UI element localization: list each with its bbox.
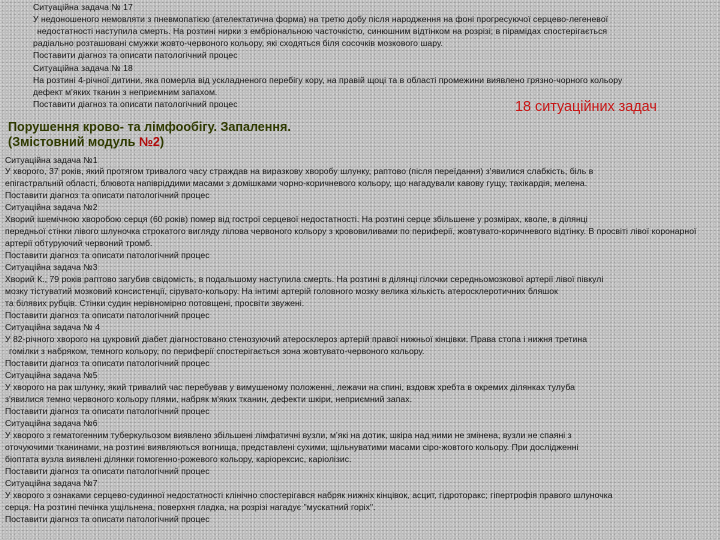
task-4-text: гомілки з набряком, темного кольору, по периферії спостерігається зона жовтувато-червоного кольору. bbox=[9, 346, 425, 356]
module-number: №2 bbox=[138, 135, 160, 149]
task-1-heading: Ситуаційна задача №1 bbox=[5, 155, 98, 165]
task-5-text: У хворого на рак шлунку, який тривалий час перебував у вимушеному положенні, лежачи на спині, вздовж хребта в окремих ділянках тулуба bbox=[5, 382, 575, 392]
task-7-text: серця. На розтині печінка ущільнена, поверхня гладка, на розрізі нагадує "мускатний горіх". bbox=[5, 502, 376, 512]
task-2-text: передньої стінки лівого шлуночка строкатого вигляду лілова червоного кольору з крововиливами по периферії, жовтувато-коричневого відтінку. В просвіті лівої коронарної bbox=[5, 226, 697, 236]
task-2-heading: Ситуаційна задача №2 bbox=[5, 202, 98, 212]
task-3-heading: Ситуаційна задача №3 bbox=[5, 262, 98, 272]
task-1-text: епігастральній області, блювота напівріддими масами з домішками чорно-коричневого кольору, що нагадували кавову гущу, тахікардія, мелена. bbox=[5, 178, 588, 188]
task-2-text: Хворий ішемічною хворобою серця (60 років) помер від гострої серцевої недостатності. На розтині серце збільшене у розмірах, кволе, в ділянці bbox=[5, 214, 588, 224]
task-4-heading: Ситуаційна задача № 4 bbox=[5, 322, 100, 332]
section-subtitle bbox=[8, 135, 164, 149]
task-18-text: На розтині 4-річної дитини, яка померла від ускладненого перебігу кору, на правій щоці та в області промежини виявлено грязно-чорного кольору bbox=[33, 75, 623, 85]
task-18-instruction: Поставити діагноз та описати патологічний процес bbox=[33, 99, 238, 109]
task-2-instruction: Поставити діагноз та описати патологічний процес bbox=[5, 250, 210, 260]
task-6-instruction: Поставити діагноз та описати патологічний процес bbox=[5, 466, 210, 476]
task-4-instruction: Поставити діагноз та описати патологічний процес bbox=[5, 358, 210, 368]
task-17-instruction: Поставити діагноз та описати патологічний процес bbox=[33, 50, 238, 60]
task-3-text: Хворий К., 79 років раптово загубив свідомість, в подальшому наступила смерть. На розтині в ділянці гілочки середньомозкової артерії лівої півкулі bbox=[5, 274, 604, 284]
task-5-instruction: Поставити діагноз та описати патологічний процес bbox=[5, 406, 210, 416]
task-1-text: У хворого, 37 років, який протягом тривалого часу страждав на виразкову хворобу шлунку, раптово (після переїдання) з'явилися слабкість, біль в bbox=[5, 166, 594, 176]
task-5-text: з'явилися темно червоного кольору плями, набряк м'яких тканин, дефекти шкіри, неприємний запах. bbox=[5, 394, 413, 404]
task-6-heading: Ситуаційна задача №6 bbox=[5, 418, 98, 428]
task-3-instruction: Поставити діагноз та описати патологічний процес bbox=[5, 310, 210, 320]
section-title: Порушення крово- та лімфообігу. Запалення. bbox=[8, 120, 291, 134]
task-7-text: У хворого з ознаками серцево-судинної недостатності клінічно спостерігався набряк нижніх кінцівок, асцит, гідроторакс; гіпертрофія правого шлуночка bbox=[5, 490, 613, 500]
task-1-instruction: Поставити діагноз та описати патологічний процес bbox=[5, 190, 210, 200]
task-7-heading: Ситуаційна задача №7 bbox=[5, 478, 98, 488]
task-17-heading: Ситуаційна задача № 17 bbox=[33, 2, 133, 12]
task-7-instruction: Поставити діагноз та описати патологічний процес bbox=[5, 514, 210, 524]
task-3-text: та білявих рубців. Стінки судин нерівномірно потовщені, просвіти звужені. bbox=[5, 298, 305, 308]
task-6-text: оточуючими тканинами, на розтині виявляються вогнища, представлені сухими, щільнуватими масами сіро-жовтого кольору. При дослідженні bbox=[5, 442, 579, 452]
task-5-heading: Ситуаційна задача №5 bbox=[5, 370, 98, 380]
task-6-text: біоптата вузла виявлені ділянки гомогенно-рожевого кольору, каріорексис, каріолізис. bbox=[5, 454, 352, 464]
task-17-text: У недоношеного немовляти з пневмопатією (ателектатична форма) на третю добу після народження на фоні прогресуючої серцево-легеневої bbox=[33, 14, 609, 24]
task-4-text: У 82-річного хворого на цукровий діабет діагностовано стенозуючий атеросклероз артерій правої нижньої кінцівки. Права стопа і нижня третина bbox=[5, 334, 588, 344]
subtitle-suffix: ) bbox=[159, 135, 165, 149]
task-count-label: 18 ситуаційних задач bbox=[515, 99, 657, 115]
subtitle-prefix: (Змістовний модуль bbox=[8, 135, 139, 149]
task-17-text: радіально розташовані смужки жовто-червоного кольору, які сходяться біля сосочків мозкового шару. bbox=[33, 38, 443, 48]
task-17-text: недостатності наступила смерть. На розтині нирки з ембріональною часточкістю, синюшним відтінком на розрізі; в пірамідах спостерігається bbox=[37, 26, 608, 36]
task-2-text: артерії обтуруючий червоний тромб. bbox=[5, 238, 153, 248]
task-3-text: мозку тістуватий мозковий консистенції, сірувато-кольору. На інтимі артерій головного мозку велика кількість атеросклеротичних бляшок bbox=[5, 286, 558, 296]
task-18-text: дефект м'яких тканин з неприємним запахом. bbox=[33, 87, 218, 97]
task-6-text: У хворого з гематогенним туберкульозом виявлено збільшені лімфатичні вузли, м'які на дотик, шкіра над ними не змінена, вузли не спаяні з bbox=[5, 430, 572, 440]
task-18-heading: Ситуаційна задача № 18 bbox=[33, 63, 133, 73]
